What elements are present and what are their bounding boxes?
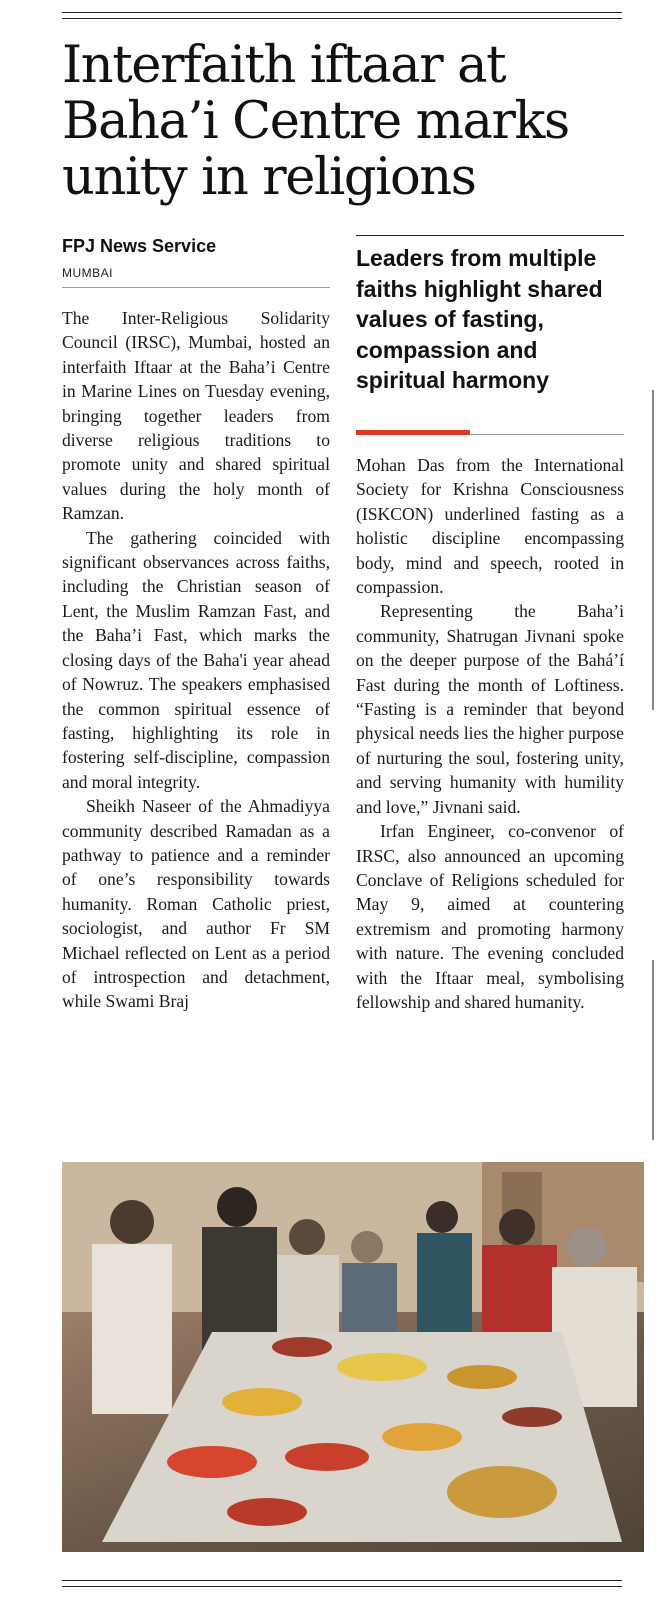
headline: Interfaith iftaar at Baha’i Centre marks unity in religions	[62, 36, 569, 207]
top-rule-1	[62, 12, 622, 13]
paragraph: Irfan Engineer, co-convenor of IRSC, also announced an upcoming Conclave of Religions scheduled for May 9, aimed at countering extremism and promoting harmony with nature. The evening concluded with the Iftaar meal, symbolising fellowship and shared humanity.	[356, 821, 624, 1012]
column-right	[356, 453, 624, 1014]
top-rule-2	[62, 18, 622, 19]
pull-quote-top-rule	[356, 235, 624, 236]
event-photo	[62, 1162, 644, 1552]
bottom-rule-2	[62, 1586, 622, 1587]
bottom-rule-1	[62, 1580, 622, 1581]
paragraph: Mohan Das from the International Society for Krishna Consciousness (ISKCON) underlined fasting as a holistic discipline encompassing body, mind and speech, rooted in compassion.	[356, 455, 624, 598]
paragraph: The gathering coincided with significant observances across faiths, including the Christian season of Lent, the Muslim Ramzan Fast, and the Baha’i Fast, which marks the closing days of the Baha'i year ahead of Nowruz. The speakers emphasised the common spiritual essence of fasting, highlighting its role in fostering self-discipline, compassion and moral integrity.	[62, 527, 330, 792]
paragraph: Representing the Baha’i community, Shatrugan Jivnani spoke on the deeper purpose of the Bahá’í Fast during the month of Loftiness. “Fasting is a reminder that beyond physical needs lies the higher purpose of nurturing the soul, fostering unity, and serving humanity with humility and love,” Jivnani said.	[356, 601, 624, 817]
pull-quote-accent-bar	[356, 430, 470, 435]
side-border	[652, 960, 654, 1140]
paragraph: Sheikh Naseer of the Ahmadiyya community described Ramadan as a pathway to patience and a reminder of one’s responsibility towards humanity. Roman Catholic priest, sociologist, and author Fr SM Michael reflected on Lent as a period of introspection and detachment, while Swami Braj	[62, 796, 330, 1012]
dateline: MUMBAI	[62, 266, 113, 280]
pull-quote-bottom-rule	[470, 434, 624, 435]
byline: FPJ News Service	[62, 236, 217, 256]
paragraph: The Inter-Religious Solidarity Council (IRSC), Mumbai, hosted an interfaith Iftaar at the Baha’i Centre in Marine Lines on Tuesday evening, bringing together leaders from diverse religious traditions to promote unity and shared spiritual values during the holy month of Ramzan.	[62, 308, 330, 524]
column-left	[62, 306, 330, 1014]
pull-quote: Leaders from multiple faiths highlight shared values of fasting, compassion and spiritual harmony	[356, 245, 603, 394]
side-border	[652, 390, 654, 710]
dateline-rule	[62, 287, 330, 288]
event-photo-illustration	[62, 1162, 644, 1552]
